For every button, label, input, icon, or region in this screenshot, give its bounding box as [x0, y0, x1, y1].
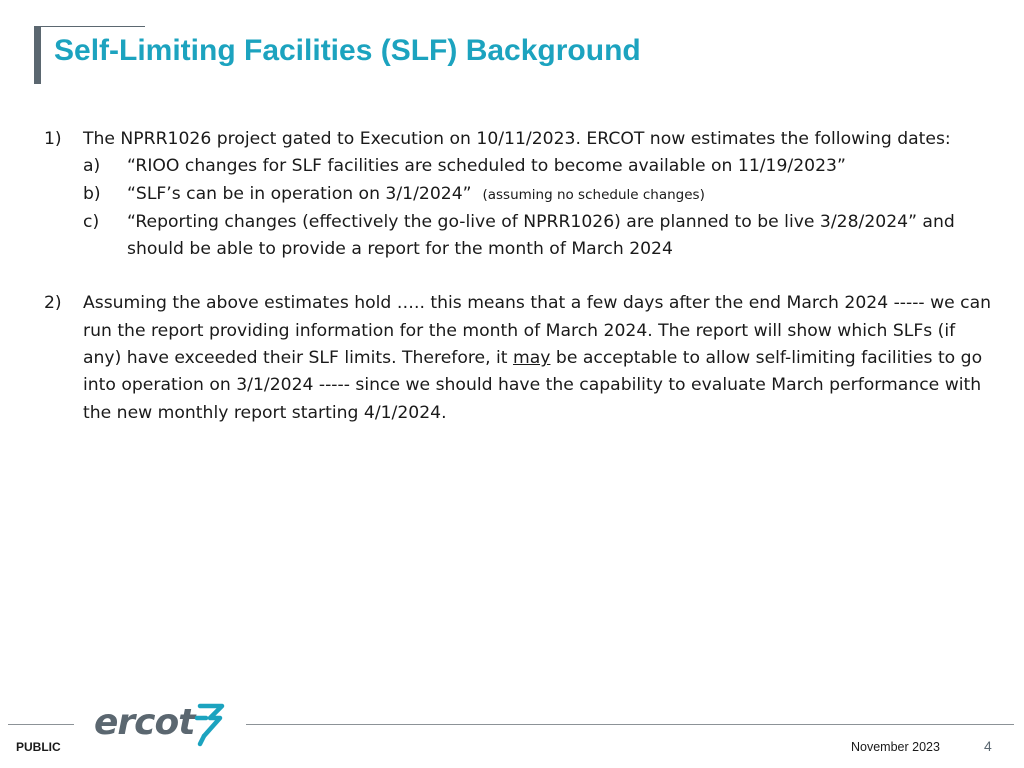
slide-body: [44, 126, 994, 427]
list-item-1: [44, 126, 994, 263]
title-accent-line: [41, 26, 145, 27]
ercot-logo: [94, 700, 230, 752]
sub-item-note: (assuming no schedule changes): [482, 186, 705, 203]
sub-item-text: “Reporting changes (effectively the go-live of NPRR1026) are planned to be live 3/28/2024” and should be able to provide a report for the month of March 2024: [127, 211, 955, 260]
sub-item-letter: c): [83, 211, 100, 232]
logo-wordmark: ercot: [94, 702, 195, 743]
classification-label: PUBLIC: [16, 740, 61, 754]
sub-item-c: [83, 209, 994, 264]
list-item-2: [44, 290, 994, 426]
list-item-text: [83, 290, 994, 426]
text-segment: be acceptable to allow self-limiting facilities to go into operation on 3/1/2024 ----- since we should have the capability to evaluate March performance with the new monthly report starting 4/1/2024.: [83, 348, 983, 423]
ercot-logo-graphic: [94, 700, 230, 752]
sub-item-text: “RIOO changes for SLF facilities are scheduled to become available on 11/19/2023”: [127, 156, 846, 177]
list-item-text: The NPRR1026 project gated to Execution on 10/11/2023. ERCOT now estimates the following dates:: [83, 129, 951, 149]
list-item-number: 2): [44, 293, 62, 314]
title-accent-bar: [34, 26, 41, 84]
slide-title: Self-Limiting Facilities (SLF) Background: [54, 34, 641, 67]
underlined-word: may: [513, 348, 551, 369]
sub-item-letter: a): [83, 156, 101, 177]
lightning-bolt-icon: [197, 706, 222, 744]
footer-divider-right: [246, 724, 1014, 725]
footer-divider-left: [8, 724, 74, 725]
page-number: 4: [984, 738, 992, 754]
text-segment: Assuming the above estimates hold ….. this means that a few days after the end March 2024 ----- we can run the report providing information for the month of March 2024. The report will show which SLFs (if any) have exceeded their SLF limits. Therefore, it: [83, 293, 992, 369]
sub-item-a: [83, 153, 994, 180]
footer-date: November 2023: [851, 740, 940, 754]
sub-item-letter: b): [83, 183, 101, 204]
list-item-number: 1): [44, 129, 62, 149]
sub-item-b: [83, 181, 994, 209]
sub-item-text: “SLF’s can be in operation on 3/1/2024”: [127, 183, 472, 204]
